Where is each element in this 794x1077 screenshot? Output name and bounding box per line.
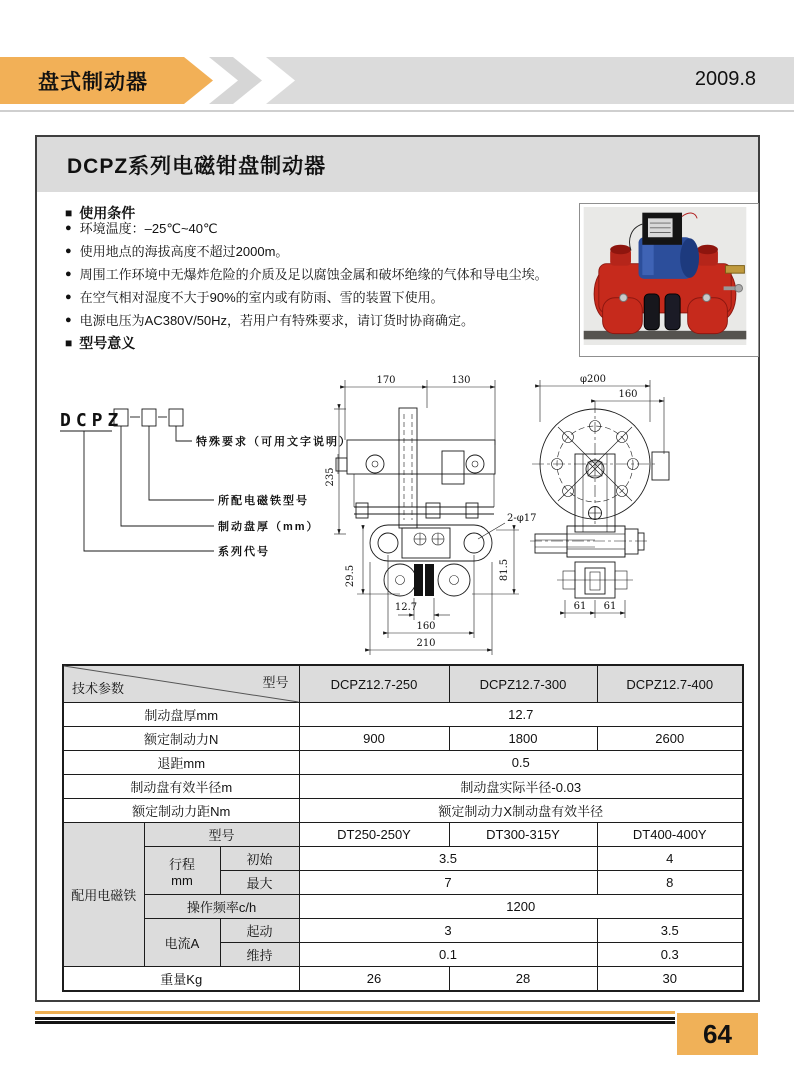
dim-130: 130 bbox=[451, 375, 471, 386]
dim-hole: 2-φ17 bbox=[507, 513, 537, 524]
series-code: DCPZ bbox=[60, 410, 124, 431]
cell-value: DT400-400Y bbox=[597, 823, 743, 847]
category-title: 盘式制动器 bbox=[38, 71, 148, 94]
bullet-icon: ● bbox=[65, 245, 72, 257]
cell-value: 900 bbox=[299, 727, 449, 751]
callout-special-requirements: 特殊要求（可用文字说明） bbox=[196, 436, 352, 448]
table-row bbox=[63, 799, 743, 823]
table-header-row bbox=[63, 665, 743, 703]
cell-value: 2600 bbox=[597, 727, 743, 751]
page-number-badge bbox=[677, 1013, 758, 1055]
brake-photo-graphic bbox=[583, 207, 747, 345]
dim-170: 170 bbox=[376, 375, 396, 386]
product-title: DCPZ系列电磁钳盘制动器 bbox=[67, 154, 327, 178]
column-header: DCPZ12.7-250 bbox=[299, 665, 449, 703]
cell-value: 0.3 bbox=[597, 943, 743, 967]
dim-160-side: 160 bbox=[618, 389, 638, 400]
group-label: 配用电磁铁 bbox=[63, 823, 144, 967]
table-row bbox=[63, 919, 743, 943]
cell-value: 30 bbox=[597, 967, 743, 992]
row-label: 型号 bbox=[144, 823, 299, 847]
cell-value: 额定制动力X制动盘有效半径 bbox=[299, 799, 743, 823]
edition-date: 2009.8 bbox=[694, 68, 756, 90]
row-label: 制动盘有效半径m bbox=[63, 775, 299, 799]
cell-value: 12.7 bbox=[299, 703, 743, 727]
footer-orange-rule bbox=[35, 1011, 675, 1014]
header-separator bbox=[0, 110, 794, 112]
row-sublabel: 初始 bbox=[220, 847, 299, 871]
row-label: 电流A bbox=[144, 919, 220, 967]
dim-235: 235 bbox=[325, 467, 336, 487]
cell-value: 3.5 bbox=[299, 847, 597, 871]
dim-210: 210 bbox=[416, 638, 436, 649]
dim-61-left: 61 bbox=[573, 601, 587, 612]
cell-value: 3.5 bbox=[597, 919, 743, 943]
bullet-icon: ● bbox=[65, 314, 72, 326]
cell-value: 1200 bbox=[299, 895, 743, 919]
table-row bbox=[63, 751, 743, 775]
bullet-icon: ● bbox=[65, 268, 72, 280]
dim-phi200: φ200 bbox=[579, 374, 607, 385]
row-label: 重量Kg bbox=[63, 967, 299, 992]
product-photo bbox=[579, 203, 759, 357]
list-item: ● 在空气相对湿度不大于90%的室内或有防雨、雪的装置下使用。 bbox=[65, 290, 444, 305]
dim-160: 160 bbox=[416, 621, 436, 632]
callout-magnet-model: 所配电磁铁型号 bbox=[218, 495, 309, 507]
cell-value: 制动盘实际半径-0.03 bbox=[299, 775, 743, 799]
list-item: ● 使用地点的海拔高度不超过2000m。 bbox=[65, 244, 289, 259]
cell-value: 7 bbox=[299, 871, 597, 895]
cell-value: 26 bbox=[299, 967, 449, 992]
row-sublabel: 最大 bbox=[220, 871, 299, 895]
drawing-side-view bbox=[522, 365, 762, 657]
cell-value: 4 bbox=[597, 847, 743, 871]
page-number: 64 bbox=[703, 1018, 732, 1049]
list-item: ● 周围工作环境中无爆炸危险的介质及足以腐蚀金属和破坏绝缘的气体和导电尘埃。 bbox=[65, 267, 548, 282]
cell-value: 8 bbox=[597, 871, 743, 895]
corner-model-label: 型号 bbox=[262, 675, 289, 690]
cell-value: DT250-250Y bbox=[299, 823, 449, 847]
column-header: DCPZ12.7-300 bbox=[449, 665, 597, 703]
list-item: ● 环境温度：–25℃~40℃ bbox=[65, 221, 218, 236]
cell-value: 1800 bbox=[449, 727, 597, 751]
corner-param-label: 技术参数 bbox=[72, 681, 125, 696]
dim-61-right: 61 bbox=[603, 601, 617, 612]
usage-conditions-list bbox=[65, 221, 585, 336]
cell-value: 0.1 bbox=[299, 943, 597, 967]
cell-value: 0.5 bbox=[299, 751, 743, 775]
row-sublabel: 起动 bbox=[220, 919, 299, 943]
dim-12-7: 12.7 bbox=[394, 602, 418, 613]
table-row bbox=[63, 727, 743, 751]
table-row bbox=[63, 703, 743, 727]
product-title-bar bbox=[37, 137, 758, 192]
callout-disc-thickness: 制动盘厚（mm） bbox=[218, 521, 320, 533]
footer-black-rule bbox=[35, 1017, 675, 1024]
dim-81-5: 81.5 bbox=[499, 558, 510, 582]
model-designation-diagram bbox=[57, 395, 352, 567]
model-meaning-heading: ■ 型号意义 bbox=[65, 335, 136, 351]
cell-value: 3 bbox=[299, 919, 597, 943]
table-row bbox=[63, 775, 743, 799]
section-marker-icon: ■ bbox=[65, 206, 73, 220]
section-marker-icon: ■ bbox=[65, 336, 73, 350]
bullet-icon: ● bbox=[65, 291, 72, 303]
callout-series-code: 系列代号 bbox=[218, 546, 270, 558]
row-label: 行程 mm bbox=[144, 847, 220, 895]
cell-value: DT300-315Y bbox=[449, 823, 597, 847]
row-label: 操作频率c/h bbox=[144, 895, 299, 919]
table-row bbox=[63, 895, 743, 919]
table-row bbox=[63, 823, 743, 847]
usage-conditions-heading: ■ 使用条件 bbox=[65, 205, 136, 221]
spec-table bbox=[62, 664, 744, 992]
bullet-icon: ● bbox=[65, 222, 72, 234]
table-row bbox=[63, 967, 743, 992]
row-label: 额定制动力距Nm bbox=[63, 799, 299, 823]
dim-29-5: 29.5 bbox=[345, 564, 356, 588]
content-box bbox=[35, 135, 760, 1002]
page-header-band bbox=[0, 57, 794, 104]
row-sublabel: 维持 bbox=[220, 943, 299, 967]
cell-value: 28 bbox=[449, 967, 597, 992]
corner-cell bbox=[63, 665, 299, 703]
column-header: DCPZ12.7-400 bbox=[597, 665, 743, 703]
list-item: ● 电源电压为AC380V/50Hz，若用户有特殊要求，请订货时协商确定。 bbox=[65, 313, 475, 328]
row-label: 额定制动力N bbox=[63, 727, 299, 751]
row-label: 制动盘厚mm bbox=[63, 703, 299, 727]
row-label: 退距mm bbox=[63, 751, 299, 775]
table-row bbox=[63, 847, 743, 871]
